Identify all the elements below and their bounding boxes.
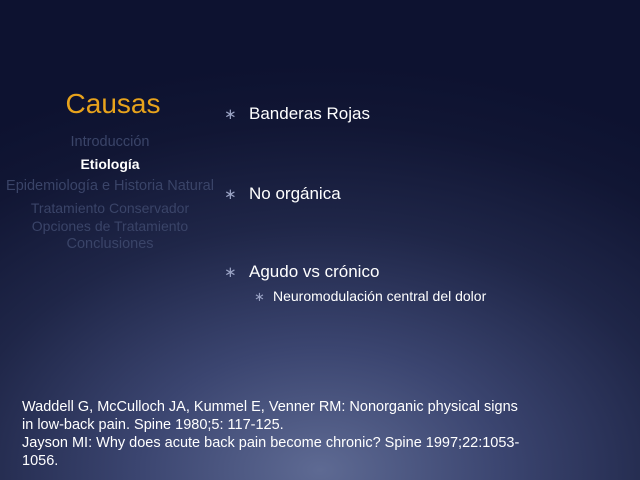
- nav-item-conclusiones[interactable]: Conclusiones: [66, 236, 154, 252]
- bullet-text: Agudo vs crónico: [249, 262, 380, 281]
- asterisk-bullet-icon: ∗: [224, 264, 237, 281]
- asterisk-bullet-icon: ∗: [254, 289, 265, 304]
- sub-bullet-item: [254, 288, 486, 305]
- bullet-item: [224, 104, 370, 124]
- nav-item-tratamiento-conservador[interactable]: Tratamiento Conservador: [30, 200, 190, 216]
- bullet-item: [224, 262, 379, 282]
- asterisk-bullet-icon: ∗: [224, 106, 237, 123]
- bullet-text: Banderas Rojas: [249, 104, 370, 123]
- nav-item-introduccion[interactable]: Introducción: [70, 134, 150, 150]
- nav-item-opciones-de-tratamiento[interactable]: Opciones de Tratamiento: [31, 218, 189, 234]
- section-nav: [0, 133, 220, 253]
- section-title: Causas: [65, 88, 161, 119]
- nav-item-epidemiologia[interactable]: Epidemiología e Historia Natural: [6, 178, 214, 194]
- sub-bullet-text: Neuromodulación central del dolor: [273, 288, 487, 304]
- reference-line: 1056.: [22, 453, 59, 469]
- references: [22, 398, 632, 470]
- bullet-text: No orgánica: [249, 184, 341, 203]
- nav-item-etiologia[interactable]: Etiología: [80, 156, 140, 172]
- reference-line: Waddell G, McCulloch JA, Kummel E, Venner RM: Nonorganic physical signs: [22, 399, 518, 415]
- reference-line: Jayson MI: Why does acute back pain become chronic? Spine 1997;22:1053-: [22, 435, 520, 451]
- reference-line: in low-back pain. Spine 1980;5: 117-125.: [22, 417, 284, 433]
- asterisk-bullet-icon: ∗: [224, 186, 237, 203]
- bullet-item: [224, 184, 341, 204]
